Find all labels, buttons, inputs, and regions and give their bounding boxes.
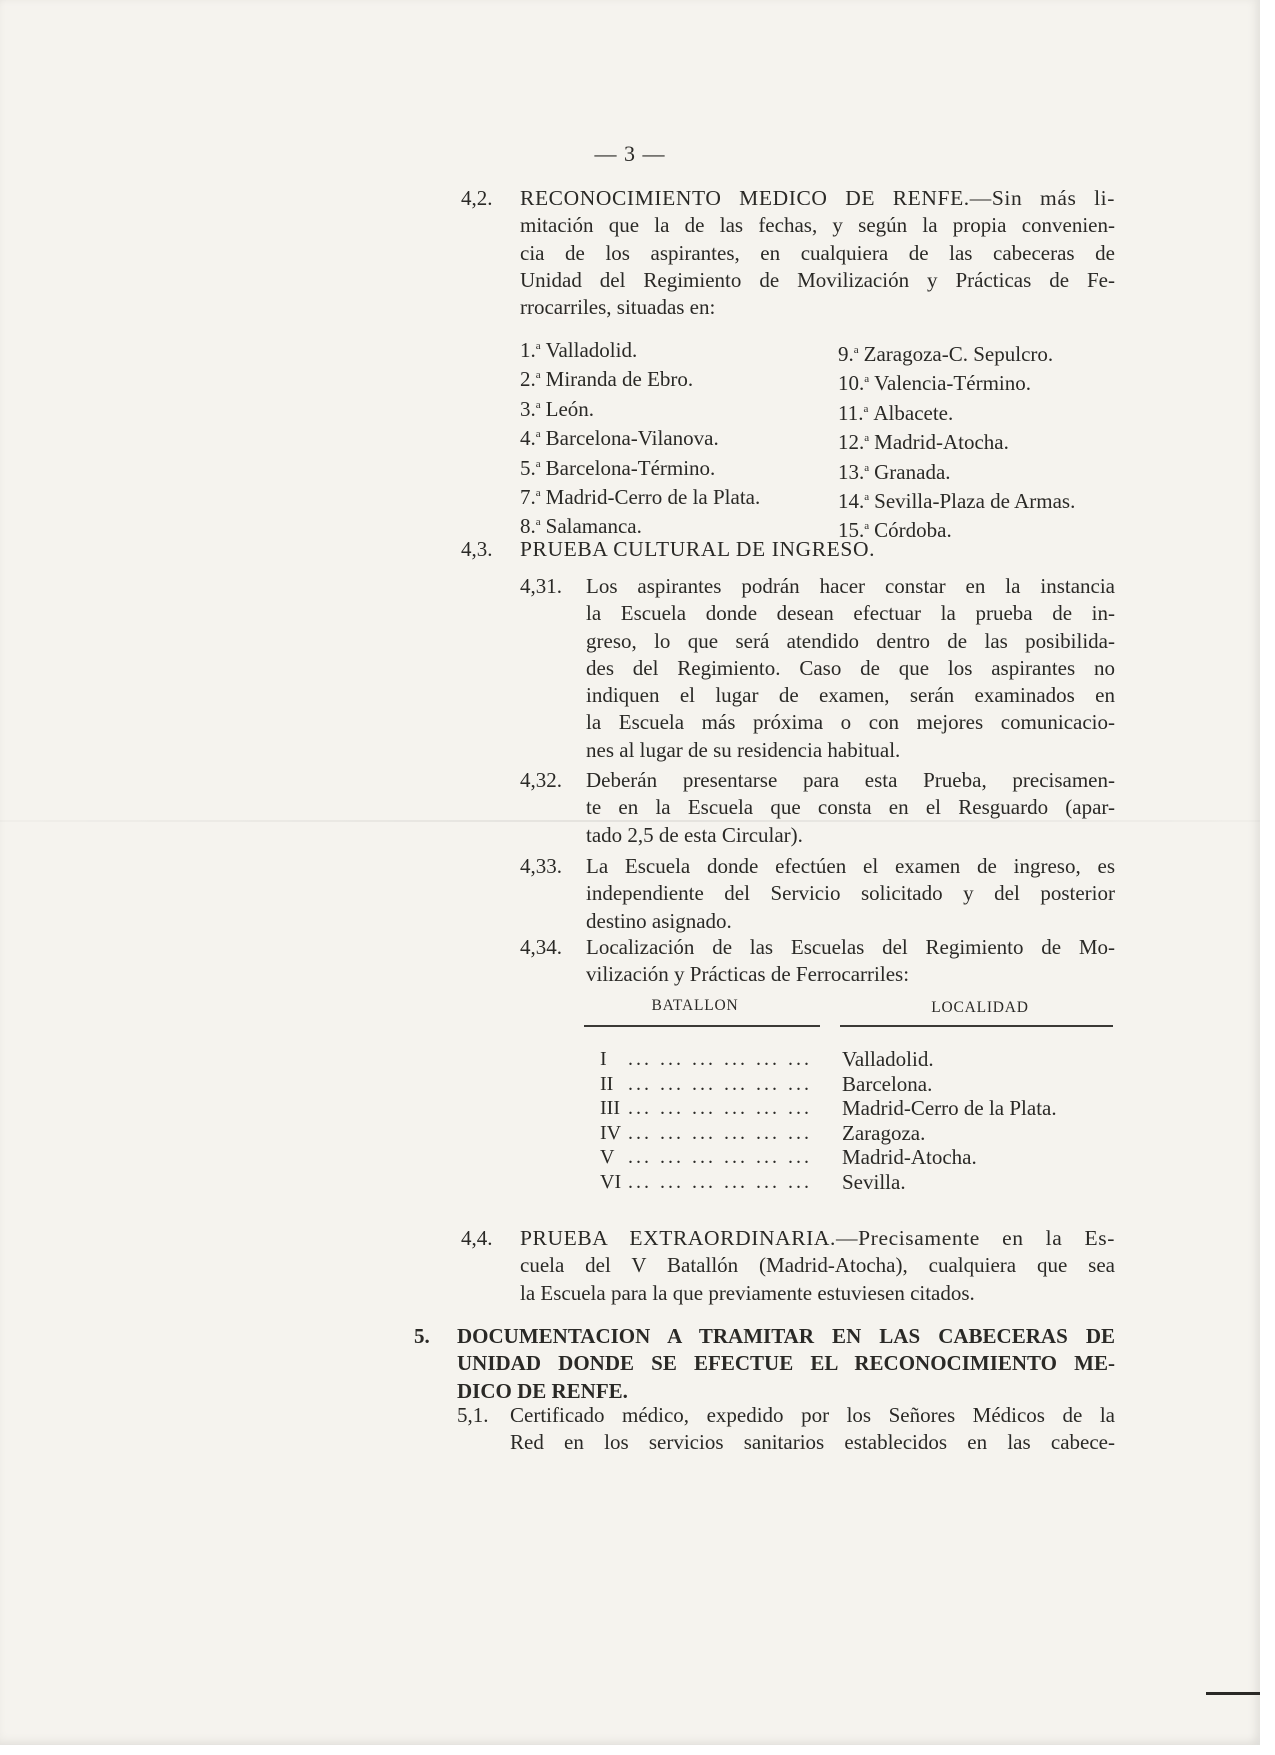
text-line: cuela del V Batallón (Madrid-Atocha), cualquiera que sea (520, 1253, 1115, 1278)
table-row-locality: Zaragoza. (842, 1120, 926, 1145)
list-item: 9.$^a$ Zaragoza-C. Sepulcro. (838, 342, 1054, 366)
battalion-column (600, 1047, 812, 1195)
text-line: la Escuela más próxima o con mejores comunicacio- (586, 710, 1115, 735)
location-list-left (520, 334, 760, 540)
text-line: greso, lo que será atendido dentro de las posibilida- (586, 628, 1115, 653)
location-list-right (838, 338, 1075, 544)
section-number-4-3: 4,3. (461, 537, 493, 561)
section-number-4-4: 4,4. (461, 1226, 493, 1250)
text-line: Red en los servicios sanitarios establecidos en las cabece- (510, 1430, 1115, 1455)
table-row-battalion: II ... ... ... ... ... ... (600, 1072, 812, 1095)
list-item: 10.$^a$ Valencia-Término. (838, 371, 1031, 396)
text-line: RECONOCIMIENTO MEDICO DE RENFE.—Sin más li- (520, 186, 1115, 210)
list-item: 7.$^a$ Madrid-Cerro de la Plata. (520, 485, 761, 510)
text-line: Localización de las Escuelas del Regimiento de Mo- (586, 935, 1115, 959)
text-line: indiquen el lugar de examen, serán examinados en (586, 683, 1115, 708)
table-rule-battalion (584, 1025, 820, 1027)
list-item: 8.$^a$ Salamanca. (520, 514, 642, 539)
list-item: 13.$^a$ Granada. (838, 459, 951, 484)
text-line: independiente del Servicio solicitado y del posterior (586, 881, 1115, 906)
text-line: mitación que la de las fechas, y según la propia convenien- (520, 213, 1115, 238)
text-line: tado 2,5 de esta Circular). (586, 822, 803, 847)
table-row-locality: Madrid-Cerro de la Plata. (842, 1096, 1057, 1121)
section-number-5: 5. (414, 1324, 430, 1348)
list-item: 1.$^a$ Valladolid. (520, 338, 638, 362)
table-row-locality: Barcelona. (842, 1071, 933, 1096)
section-4-3-title: PRUEBA CULTURAL DE INGRESO. (520, 537, 876, 561)
table-row-battalion: IV ... ... ... ... ... ... (600, 1121, 812, 1144)
list-item: 3.$^a$ León. (520, 396, 595, 421)
table-row-battalion: III ... ... ... ... ... ... (600, 1097, 812, 1120)
text-line: La Escuela donde efectúen el examen de ingreso, es (586, 854, 1115, 878)
text-line: Certificado médico, expedido por los Señores Médicos de la (510, 1403, 1115, 1427)
table-row-locality: Sevilla. (842, 1169, 906, 1194)
section-number-4-2: 4,2. (461, 186, 493, 210)
list-item: 15.$^a$ Córdoba. (838, 518, 952, 543)
table-row-locality: Madrid-Atocha. (842, 1145, 977, 1170)
text-line: des del Regimiento. Caso de que los aspirantes no (586, 655, 1115, 680)
text-line: destino asignado. (586, 908, 732, 933)
table-row-battalion: VI ... ... ... ... ... ... (600, 1170, 812, 1193)
section-number-4-33: 4,33. (520, 854, 562, 878)
list-item: 14.$^a$ Sevilla-Plaza de Armas. (838, 489, 1076, 514)
section-4-33-text (586, 853, 1115, 935)
table-header-battalion: BATALLON (651, 997, 739, 1014)
text-line: DICO DE RENFE. (457, 1378, 628, 1403)
list-item: 12.$^a$ Madrid-Atocha. (838, 430, 1009, 455)
table-row-locality: Valladolid. (842, 1047, 934, 1071)
table-rule-locality (840, 1025, 1113, 1027)
table-row-battalion: V ... ... ... ... ... ... (600, 1146, 812, 1169)
text-line: PRUEBA EXTRAORDINARIA.—Precisamente en la Es- (520, 1226, 1115, 1250)
list-item: 4.$^a$ Barcelona-Vilanova. (520, 426, 719, 451)
list-item: 11.$^a$ Albacete. (838, 400, 954, 425)
section-number-4-34: 4,34. (520, 935, 562, 959)
text-line: cia de los aspirantes, en cualquiera de las cabeceras de (520, 240, 1115, 265)
page-number: — 3 — (594, 141, 666, 166)
text-line: Deberán presentarse para esta Prueba, precisamen- (586, 768, 1115, 792)
text-line: te en la Escuela que consta en el Resguardo (apar- (586, 795, 1115, 820)
section-5-1-text (510, 1402, 1115, 1457)
section-4-31-text (586, 573, 1115, 764)
text-line: Unidad del Regimiento de Movilización y Prácticas de Fe- (520, 267, 1115, 292)
section-4-2-text (520, 185, 1115, 321)
text-line: nes al lugar de su residencia habitual. (586, 737, 901, 762)
text-line: Los aspirantes podrán hacer constar en la instancia (586, 574, 1115, 598)
section-4-34-text (586, 934, 1115, 989)
section-4-4-text (520, 1225, 1115, 1307)
text-line: DOCUMENTACION A TRAMITAR EN LAS CABECERAS DE (457, 1324, 1115, 1348)
text-line: rrocarriles, situadas en: (520, 295, 716, 320)
text-line: la Escuela donde desean efectuar la prueba de in- (586, 601, 1115, 626)
locality-column (842, 1047, 1057, 1195)
section-5-title (457, 1323, 1115, 1405)
text-line: la Escuela para la que previamente estuviesen citados. (520, 1280, 975, 1305)
section-number-5-1: 5,1. (457, 1403, 489, 1427)
section-4-32-text (586, 767, 1115, 849)
table-row-battalion: I ... ... ... ... ... ... (600, 1048, 812, 1070)
list-item: 5.$^a$ Barcelona-Término. (520, 455, 716, 480)
list-item: 2.$^a$ Miranda de Ebro. (520, 367, 694, 392)
edge-mark (1206, 1692, 1260, 1695)
text-line: vilización y Prácticas de Ferrocarriles: (586, 962, 910, 987)
table-header-locality: LOCALIDAD (931, 999, 1029, 1016)
text-line: UNIDAD DONDE SE EFECTUE EL RECONOCIMIENTO ME- (457, 1351, 1115, 1376)
section-number-4-32: 4,32. (520, 768, 562, 792)
section-number-4-31: 4,31. (520, 574, 562, 598)
